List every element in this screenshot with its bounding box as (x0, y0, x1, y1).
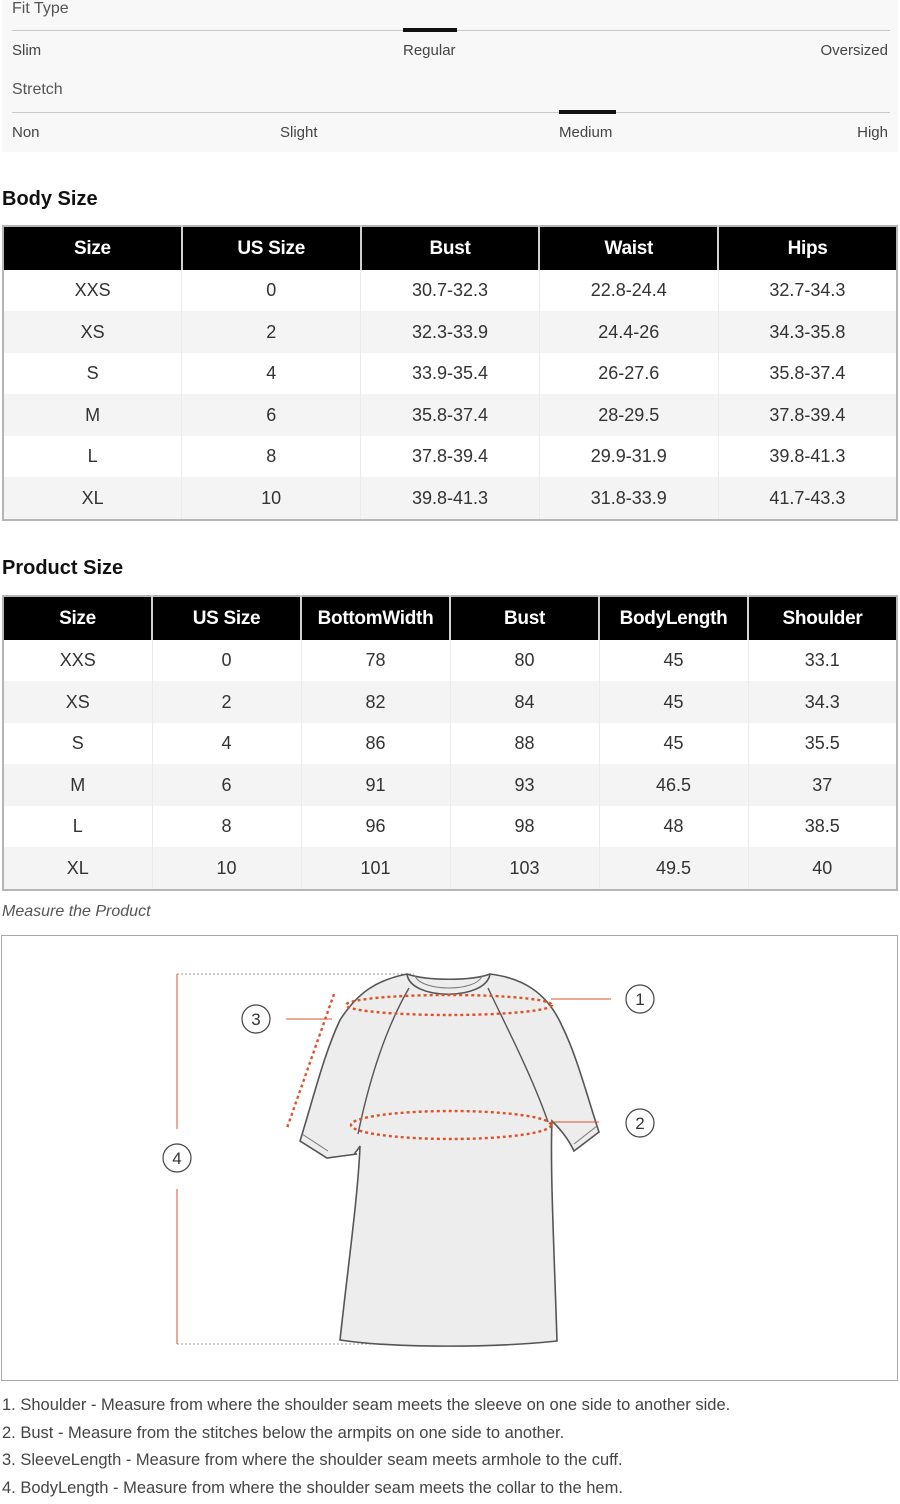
table-row (3, 394, 897, 435)
table-cell: XL (3, 847, 152, 890)
stretch-title: Stretch (12, 81, 63, 98)
table-cell: 103 (450, 847, 599, 890)
table-cell: M (3, 394, 182, 435)
stretch-selected-marker (559, 110, 616, 114)
column-header: US Size (182, 226, 361, 270)
table-header-row (3, 596, 897, 640)
table-cell: 91 (301, 764, 450, 805)
table-cell: M (3, 764, 152, 805)
svg-text:1: 1 (635, 990, 645, 1009)
table-cell: 86 (301, 723, 450, 764)
table-cell: 49.5 (599, 847, 748, 890)
note-shoulder: 1. Shoulder - Measure from where the shoulder seam meets the sleeve on one side to another side. (2, 1396, 731, 1414)
svg-text:3: 3 (251, 1010, 261, 1029)
table-cell: 37 (748, 764, 897, 805)
table-cell: 29.9-31.9 (539, 436, 718, 477)
column-header: Size (3, 596, 152, 640)
table-cell: 84 (450, 681, 599, 722)
table-cell: 37.8-39.4 (361, 436, 540, 477)
table-header-row (3, 226, 897, 270)
table-cell: 80 (450, 640, 599, 681)
column-header: Bust (361, 226, 540, 270)
table-cell: 34.3 (748, 681, 897, 722)
table-cell: 93 (450, 764, 599, 805)
marker-1 (626, 985, 654, 1013)
table-cell: 48 (599, 806, 748, 847)
column-header: US Size (152, 596, 301, 640)
table-cell: 6 (182, 394, 361, 435)
table-cell: 10 (152, 847, 301, 890)
note-body-length: 4. BodyLength - Measure from where the shoulder seam meets the collar to the hem. (2, 1479, 623, 1498)
table-cell: 10 (182, 477, 361, 520)
fit-type-selected-marker (403, 28, 457, 32)
tshirt-silhouette (300, 974, 599, 1346)
table-cell: 45 (599, 640, 748, 681)
table-cell: S (3, 723, 152, 764)
column-header: Waist (539, 226, 718, 270)
table-cell: 8 (152, 806, 301, 847)
table-cell: 78 (301, 640, 450, 681)
measure-caption: Measure the Product (2, 903, 151, 920)
table-cell: L (3, 436, 182, 477)
tshirt-diagram (2, 936, 897, 1380)
table-cell: XXS (3, 270, 182, 311)
svg-text:4: 4 (172, 1149, 182, 1168)
table-cell: 34.3-35.8 (718, 311, 897, 352)
table-cell: 31.8-33.9 (539, 477, 718, 520)
table-cell: 46.5 (599, 764, 748, 805)
fit-type-option-regular: Regular (403, 42, 456, 59)
fit-type-title: Fit Type (12, 0, 69, 17)
stretch-option-slight: Slight (280, 124, 318, 141)
table-row (3, 640, 897, 681)
table-cell: 35.8-37.4 (718, 353, 897, 394)
stretch-option-high: High (857, 124, 888, 141)
table-cell: 45 (599, 681, 748, 722)
table-row (3, 311, 897, 352)
table-cell: 26-27.6 (539, 353, 718, 394)
column-header: Size (3, 226, 182, 270)
stretch-option-medium: Medium (559, 124, 613, 141)
table-cell: 38.5 (748, 806, 897, 847)
table-cell: 32.3-33.9 (361, 311, 540, 352)
table-cell: 32.7-34.3 (718, 270, 897, 311)
measurement-diagram (1, 935, 898, 1381)
note-bust: 2. Bust - Measure from the stitches below the armpits on one side to another. (2, 1423, 565, 1442)
svg-text:2: 2 (635, 1114, 645, 1133)
table-cell: 0 (182, 270, 361, 311)
column-header: Bust (450, 596, 599, 640)
table-cell: 82 (301, 681, 450, 722)
marker-4 (163, 1144, 191, 1172)
product-size-title: Product Size (2, 557, 124, 579)
table-cell: 39.8-41.3 (361, 477, 540, 520)
table-cell: 22.8-24.4 (539, 270, 718, 311)
table-cell: 24.4-26 (539, 311, 718, 352)
table-cell: XS (3, 681, 152, 722)
table-cell: L (3, 806, 152, 847)
table-cell: 33.9-35.4 (361, 353, 540, 394)
table-row (3, 723, 897, 764)
table-cell: 39.8-41.3 (718, 436, 897, 477)
table-cell: 98 (450, 806, 599, 847)
marker-2 (626, 1109, 654, 1137)
column-header: BottomWidth (301, 596, 450, 640)
table-row (3, 436, 897, 477)
table-cell: 96 (301, 806, 450, 847)
table-cell: 35.5 (748, 723, 897, 764)
table-row (3, 477, 897, 520)
body-size-table (2, 225, 898, 521)
stretch-track (12, 112, 890, 113)
table-row (3, 847, 897, 890)
stretch-option-non: Non (12, 124, 40, 141)
table-cell: 88 (450, 723, 599, 764)
product-size-table (2, 595, 898, 891)
column-header: Hips (718, 226, 897, 270)
table-cell: 8 (182, 436, 361, 477)
table-cell: 35.8-37.4 (361, 394, 540, 435)
table-cell: S (3, 353, 182, 394)
fit-stretch-panel (2, 0, 898, 152)
table-row (3, 764, 897, 805)
table-cell: 28-29.5 (539, 394, 718, 435)
table-cell: 33.1 (748, 640, 897, 681)
table-cell: 0 (152, 640, 301, 681)
table-cell: 2 (152, 681, 301, 722)
column-header: Shoulder (748, 596, 897, 640)
note-sleeve-length: 3. SleeveLength - Measure from where the shoulder seam meets armhole to the cuff. (2, 1451, 623, 1470)
table-cell: 6 (152, 764, 301, 805)
table-row (3, 270, 897, 311)
table-cell: XXS (3, 640, 152, 681)
table-cell: 37.8-39.4 (718, 394, 897, 435)
body-size-title: Body Size (2, 188, 98, 210)
table-cell: 30.7-32.3 (361, 270, 540, 311)
table-row (3, 353, 897, 394)
table-row (3, 681, 897, 722)
table-row (3, 806, 897, 847)
table-cell: 101 (301, 847, 450, 890)
table-cell: 4 (182, 353, 361, 394)
fit-type-option-slim: Slim (12, 42, 42, 59)
table-cell: 4 (152, 723, 301, 764)
table-cell: 2 (182, 311, 361, 352)
table-cell: XL (3, 477, 182, 520)
marker-3 (242, 1005, 270, 1033)
table-cell: 41.7-43.3 (718, 477, 897, 520)
column-header: BodyLength (599, 596, 748, 640)
fit-type-option-oversized: Oversized (820, 42, 888, 59)
table-cell: 40 (748, 847, 897, 890)
table-cell: 45 (599, 723, 748, 764)
table-cell: XS (3, 311, 182, 352)
measurement-notes (2, 1393, 892, 1504)
